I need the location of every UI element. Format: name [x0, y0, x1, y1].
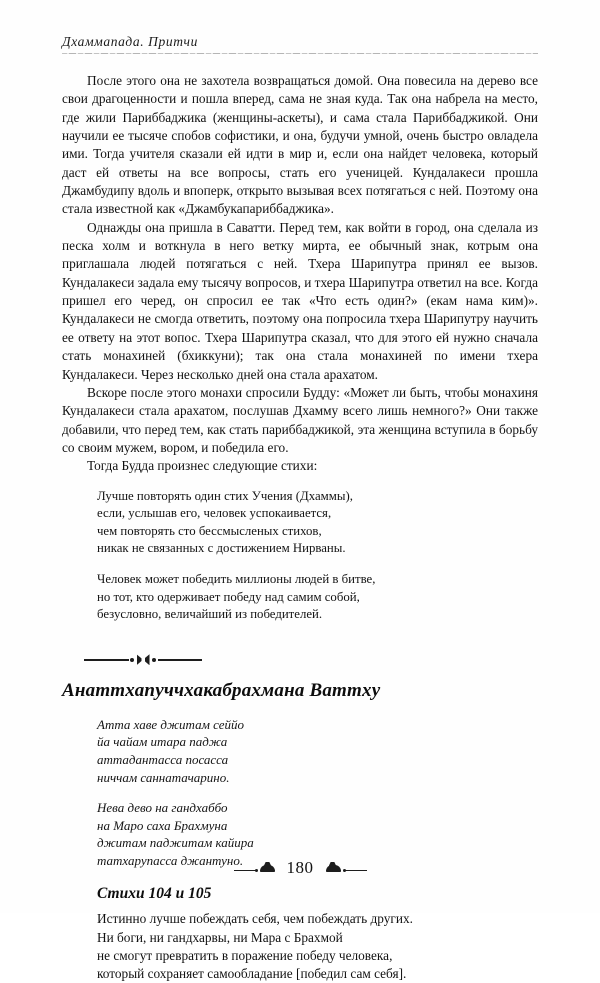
- verse-line: но тот, кто одерживает победу над самим собой,: [97, 589, 360, 604]
- pali-line: татхарупасса джантуно.: [97, 852, 244, 868]
- verse-translation-block: [97, 910, 538, 983]
- verse-line: Человек может победить миллионы людей в битве,: [97, 571, 376, 586]
- footer-ornament-right-icon: [321, 862, 367, 875]
- ornament-dot-right: [152, 658, 156, 662]
- verse-line: безусловно, величайший из победителей.: [97, 607, 323, 622]
- running-head-title: Дхаммапада. Притчи: [62, 34, 198, 49]
- pali-line: йа чайам итара паджа: [97, 734, 228, 750]
- footer-ornament-tail: [234, 870, 256, 872]
- header-rule: [62, 53, 538, 54]
- footer-ornament-pip: [343, 869, 346, 872]
- body-paragraph: Вскоре после этого монахи спросили Будду: «Может ли быть, чтобы монахиня Кундалакеси стала арахатом, послушав Дхамму всего лишь немного?» Они также добавили, что перед тем, как стать париббаджикой, эта женщина вступила в борьбу со своим мужем, вором, и победила его.: [62, 384, 538, 455]
- verse-line: который сохраняет самообладание [победил сам себя].: [97, 966, 407, 982]
- body-paragraph: После этого она не захотела возвращаться домой. Она повесила на дерево все свои драгоценности и пошла вперед, сама не зная куда. Так она набрела на место, где жили Париббаджика (женщины-аскеты), и сама стала Париббаджикой. Они научили ее тысяче спобов софистики, и она, будучи умной, очень быстро овладела ими. Тогда учителя сказали ей идти в мир и, если она найдет человека, который даст ей ответы на все вопросы, стать его ученицей. Кундалакеси прошла Джамбудипу вдоль и впоперк, открыто вызывая всех потягаться с ней. Поэтому она стала известной как «Джамбукапариббаджика».: [62, 73, 538, 217]
- body-paragraph: Однажды она пришла в Саватти. Перед тем, как войти в город, она сделала из песка холм и воткнула в него ветку мирта, ее обычный знак, котрым она приглашала людей потягаться с ней. Тхера Шарипутра принял ее вызов. Кундалакеси задала ему тысячу вопросов, и тхера Шарипутра ответил на все. Когда пришел его черед, он спросил ее так «Что есть один?» (екам нама ким)». Кундалакеси не смогда ответить, поэтому она попросила тхера Шарипутру научить ее ответу на этот вопос. Тхера Шарипутра сказал, что для этого ей нужно сначала стать монахиней (бхиккуни); так она стала монахиней по имени тхера Кундалакеси. Через несколько дней она стала арахатом.: [62, 219, 539, 382]
- ornament-divider-icon: [84, 654, 202, 666]
- pali-verse-block: [97, 716, 538, 870]
- verse-stanza: [97, 571, 538, 624]
- verse-line: не смогут превратить в поражение победу человека,: [97, 947, 393, 963]
- footer-ornament-crest: [329, 862, 337, 867]
- pali-line: джитам паджитам кайира: [97, 835, 254, 851]
- ornament-bowtie-icon: [137, 654, 150, 665]
- page-number: 180: [286, 858, 314, 877]
- section-heading: Анаттхапуччхакабрахмана Ваттху: [62, 679, 381, 701]
- pali-line: Нева дево на гандхаббо: [97, 800, 228, 816]
- verse-line: Лучше повторять один стих Учения (Дхаммы),: [97, 488, 353, 503]
- footer-ornament-crest: [264, 862, 272, 867]
- ornament-rule-left: [84, 659, 129, 661]
- running-head: [62, 34, 538, 54]
- verse-lead-in: Тогда Будда произнес следующие стихи:: [87, 458, 318, 474]
- footer-ornament-left-icon: [234, 862, 280, 875]
- verse-stanza: [97, 488, 538, 558]
- verse-line: Ни боги, ни гандхарвы, ни Мара с Брахмой: [97, 929, 343, 945]
- pali-line: аттадантасса посасса: [97, 751, 229, 767]
- pali-stanza: [97, 716, 538, 786]
- verse-line: если, услышав его, человек успокаивается,: [97, 506, 332, 521]
- verse-translation-block: [97, 488, 538, 624]
- pali-line: Атта хаве джитам сеййо: [97, 716, 245, 732]
- verse-line: никак не связанных с достижением Нирваны.: [97, 541, 346, 556]
- footer-ornament-pip: [255, 869, 258, 872]
- verse-line: Истинно лучше побеждать себя, чем побеждать других.: [97, 911, 413, 927]
- page-content: [62, 72, 538, 983]
- ornament-dot-left: [130, 658, 134, 662]
- page-footer: [0, 858, 600, 878]
- ornament-rule-right: [158, 659, 203, 661]
- footer-ornament-tail: [345, 870, 367, 872]
- pali-line: ниччам саннатачарино.: [97, 769, 230, 785]
- verse-number-heading: Стихи 104 и 105: [97, 885, 212, 903]
- pali-line: на Маро саха Брахмуна: [97, 817, 228, 833]
- verse-line: чем повторять сто бессмысленых стихов,: [97, 523, 322, 538]
